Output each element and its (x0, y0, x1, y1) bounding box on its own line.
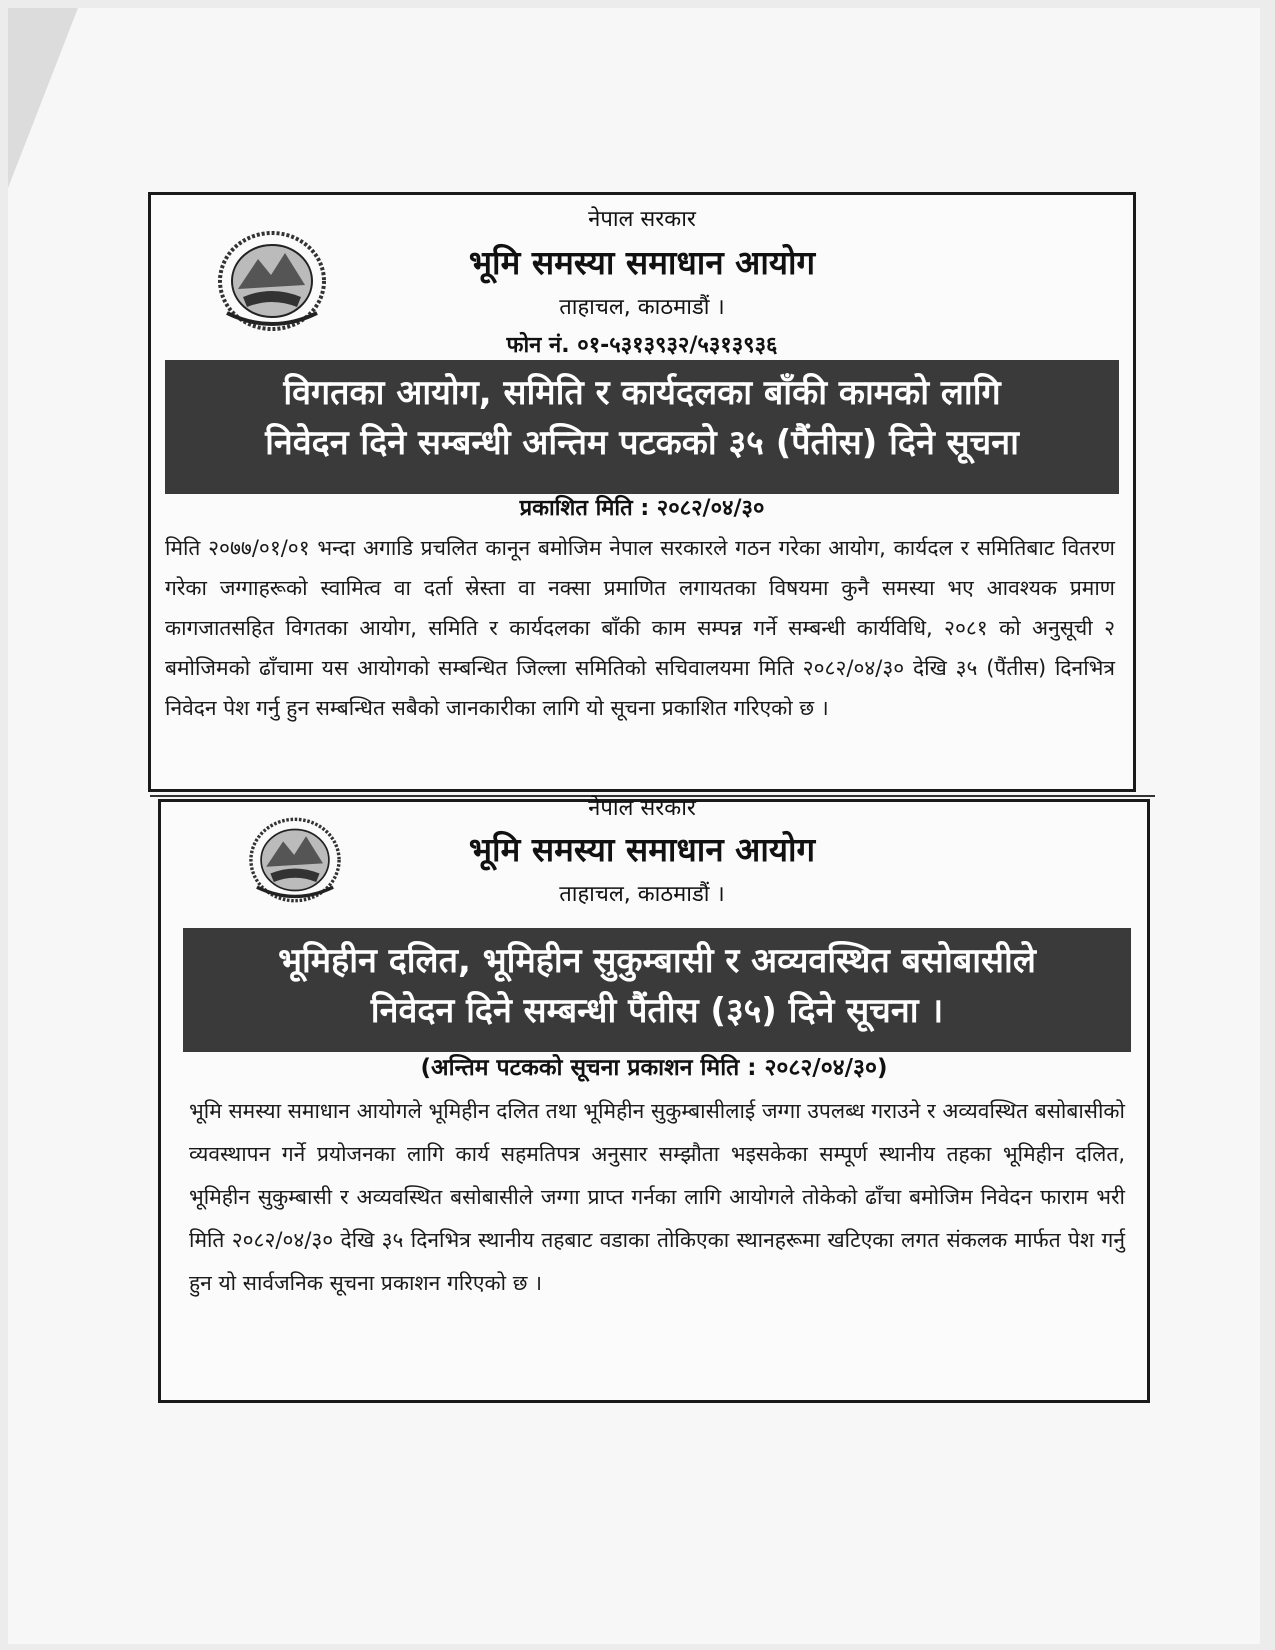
government-name: नेपाल सरकार (588, 796, 696, 821)
banner-line-2: निवेदन दिने सम्बन्धी अन्तिम पटकको ३५ (पैंतीस) दिने सूचना (265, 423, 1019, 463)
address: ताहाचल, काठमाडौं । (559, 882, 725, 907)
notice-2 (158, 796, 1150, 1403)
notice-body: भूमि समस्या समाधान आयोगले भूमिहीन दलित तथा भूमिहीन सुकुम्बासीलाई जग्गा उपलब्ध गराउने र अव्यवस्थित बसोबासीको व्यवस्थापन गर्ने प्रयोजनका लागि कार्य सहमतिपत्र अनुसार सम्झौता भइसकेका सम्पूर्ण स्थानीय तहका भूमिहीन दलित, भूमिहीन सुकुम्बासी र अव्यवस्थित बसोबासीले जग्गा प्राप्त गर्नका लागि आयोगले तोकेको ढाँचा बमोजिम निवेदन फाराम भरी मिति २०८२/०४/३० देखि ३५ दिनभित्र स्थानीय तहबाट वडाका तोकिएका स्थानहरूमा खटिएका लगत संकलक मार्फत पेश गर्नु हुन यो सार्वजनिक सूचना प्रकाशन गरिएको छ । (189, 1099, 1125, 1295)
notice-banner (183, 928, 1131, 1052)
banner-line-1: विगतका आयोग, समिति र कार्यदलका बाँकी कामको लागि (283, 373, 1001, 413)
published-date: प्रकाशित मिति : २०८२/०४/३० (519, 496, 765, 521)
banner-line-1: भूमिहीन दलित, भूमिहीन सुकुम्बासी र अव्यवस्थित बसोबासीले (278, 941, 1036, 981)
notice-1 (148, 192, 1136, 792)
phone-number: फोन नं. ०१-५३१३९३२/५३१३९३६ (506, 333, 778, 358)
address: ताहाचल, काठमाडौं । (559, 295, 725, 320)
commission-name: भूमि समस्या समाधान आयोग (468, 830, 816, 869)
government-name: नेपाल सरकार (588, 207, 696, 232)
published-date: (अन्तिम पटकको सूचना प्रकाशन मिति : २०८२/०४/३०) (420, 1055, 888, 1081)
banner-line-2: निवेदन दिने सम्बन्धी पैंतीस (३५) दिने सूचना । (370, 991, 944, 1031)
notice-banner (165, 360, 1119, 494)
commission-name: भूमि समस्या समाधान आयोग (468, 243, 816, 282)
notice-body: मिति २०७७/०१/०१ भन्दा अगाडि प्रचलित कानून बमोजिम नेपाल सरकारले गठन गरेका आयोग, कार्यदल र समितिबाट वितरण गरेका जग्गाहरूको स्वामित्व वा दर्ता स्रेस्ता वा नक्सा प्रमाणित लगायतका विषयमा कुनै समस्या भए आवश्यक प्रमाण कागजातसहित विगतका आयोग, समिति र कार्यदलका बाँकी काम सम्पन्न गर्ने सम्बन्धी कार्यविधि, २०८१ को अनुसूची २ बमोजिमको ढाँचामा यस आयोगको सम्बन्धित जिल्ला समितिको सचिवालयमा मिति २०८२/०४/३० देखि ३५ (पैंतीस) दिनभित्र निवेदन पेश गर्नु हुन सम्बन्धित सबैको जानकारीका लागि यो सूचना प्रकाशित गरिएको छ । (165, 536, 1115, 720)
folded-corner (8, 8, 78, 188)
